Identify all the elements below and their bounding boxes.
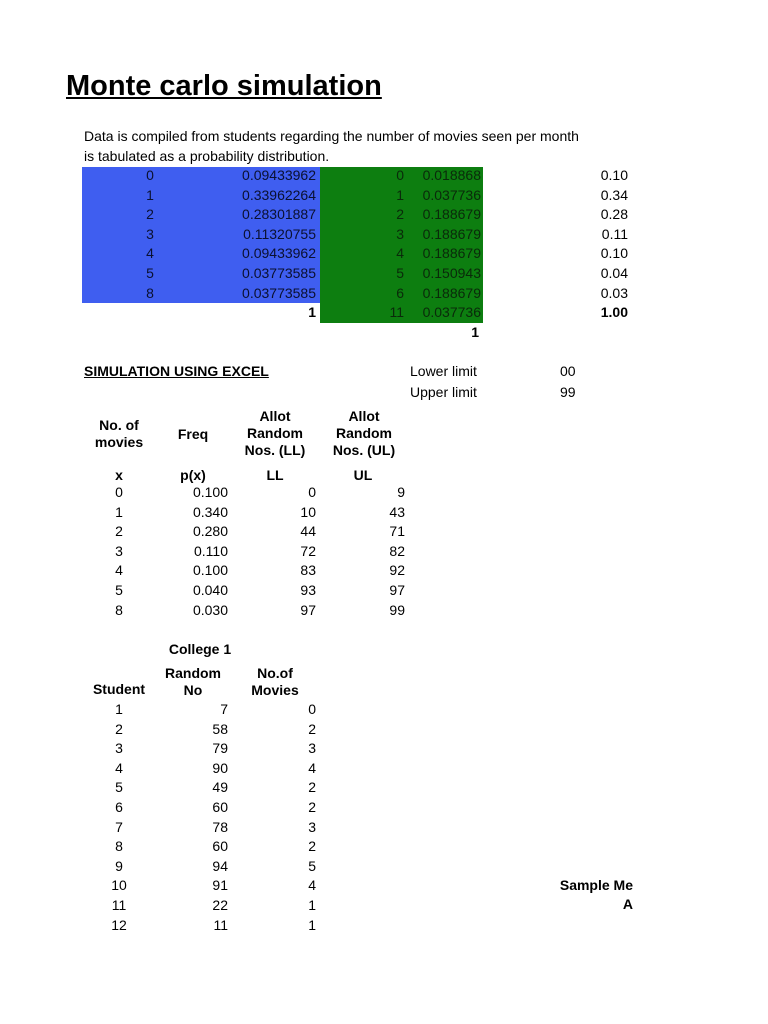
college-random-cell: 22 [212,897,228,913]
sim-ul-cell: 43 [389,503,405,520]
sim-ll-cell: 72 [300,542,316,559]
header-freq: Freq [177,426,209,442]
dist-p-cell: 0.09433962 [242,167,316,183]
dist-total-p: 1 [308,304,316,320]
intro-line-2: is tabulated as a probability distribution. [84,148,330,164]
lower-limit-value: 00 [560,363,576,379]
subheader-ul: UL [353,467,373,483]
sim-ll-cell: 0 [308,484,316,500]
dist-x-cell: 1 [146,186,154,203]
college-student-cell: 4 [115,759,123,776]
college-movies-cell: 2 [308,799,316,815]
sim-px-cell: 0.100 [192,484,228,500]
dist-total-round: 1.00 [600,304,628,320]
college-student-cell: 3 [115,740,123,757]
intro-line-1: Data is compiled from students regarding the number of movies seen per month [84,128,579,144]
dist-round-cell: 0.34 [600,186,628,203]
dist-x-cell: 5 [146,265,154,281]
college-random-cell: 60 [212,838,228,855]
college-student-cell: 12 [111,916,127,933]
college-random-cell: 11 [213,916,228,933]
dist-gx-cell: 1 [396,186,404,203]
college-student-cell: 10 [111,877,127,894]
section-title: SIMULATION USING EXCEL [84,363,269,379]
dist-gp-cell: 0.150943 [422,265,481,281]
college-random-cell: 90 [212,759,228,776]
college-movies-cell: 2 [308,720,316,737]
college-movies-cell: 3 [308,818,316,835]
college-title: College 1 [168,641,232,657]
dist-gx-cell: 5 [396,265,404,281]
header-allot-ul: Allot Random Nos. (UL) [332,408,396,458]
upper-limit-value: 99 [560,384,576,400]
college-random-cell: 91 [212,877,228,894]
dist-gp-cell: 0.188679 [422,225,481,242]
college-random-cell: 58 [212,720,228,737]
college-movies-cell: 4 [308,759,316,776]
sample-a-label: A [622,896,633,912]
dist-gx-cell: 0 [396,167,404,183]
dist-x-cell: 4 [146,245,154,262]
dist-p-cell: 0.11320755 [243,225,316,242]
sim-ul-cell: 97 [389,582,405,598]
sim-ll-cell: 44 [300,523,316,540]
dist-extra-x: 11 [389,304,404,320]
college-student-cell: 8 [115,838,123,855]
sim-px-cell: 0.040 [192,582,228,598]
dist-gx-cell: 2 [396,206,404,223]
sim-px-cell: 0.340 [192,503,228,520]
dist-x-cell: 2 [146,206,154,223]
subheader-px: p(x) [180,467,206,483]
college-random-cell: 79 [212,740,228,757]
sim-ll-cell: 83 [300,562,316,579]
sim-x-cell: 5 [115,582,123,598]
dist-extra-p: 0.037736 [422,304,481,320]
dist-x-cell: 0 [146,167,154,183]
dist-p-cell: 0.28301887 [242,206,316,223]
college-movies-cell: 3 [308,740,316,757]
college-movies-cell: 1 [308,916,316,933]
sim-px-cell: 0.280 [192,523,228,540]
college-movies-cell: 5 [308,857,316,874]
sim-ll-cell: 97 [300,601,316,618]
dist-p-cell: 0.03773585 [242,265,316,281]
dist-gp-cell: 0.188679 [422,284,481,301]
dist-p-cell: 0.03773585 [242,284,316,301]
sim-ul-cell: 92 [389,562,405,579]
sim-x-cell: 1 [115,503,123,520]
dist-round-cell: 0.28 [600,206,628,223]
college-random-cell: 94 [212,857,228,874]
sim-ll-cell: 93 [300,582,316,598]
sim-ll-cell: 10 [300,503,316,520]
header-no-of-movies-college: No.of Movies [251,665,299,698]
college-student-cell: 2 [115,720,123,737]
college-movies-cell: 2 [308,779,316,796]
dist-round-cell: 0.10 [600,167,628,183]
dist-round-cell: 0.03 [600,284,628,301]
header-random-no: Random No [165,665,221,698]
college-random-cell: 78 [212,818,228,835]
subheader-x: x [115,467,123,483]
sim-ul-cell: 82 [389,542,405,559]
dist-gx-cell: 6 [396,284,404,301]
college-random-cell: 7 [220,701,228,717]
page-title: Monte carlo simulation [66,70,382,102]
dist-gx-cell: 3 [396,225,404,242]
dist-gp-cell: 0.188679 [422,245,481,262]
sim-x-cell: 2 [115,523,123,540]
sim-ul-cell: 71 [389,523,405,540]
college-student-cell: 5 [115,779,123,796]
college-movies-cell: 0 [308,701,316,717]
dist-p-cell: 0.09433962 [242,245,316,262]
dist-x-cell: 8 [146,284,154,301]
college-movies-cell: 4 [308,877,316,894]
sim-ul-cell: 99 [389,601,405,618]
college-student-cell: 9 [115,857,123,874]
college-movies-cell: 2 [308,838,316,855]
sim-ul-cell: 9 [397,484,405,500]
sim-x-cell: 0 [115,484,123,500]
dist-round-cell: 0.10 [600,245,628,262]
header-student: Student [92,681,146,697]
dist-total-green: 1 [471,324,479,340]
dist-gp-cell: 0.037736 [422,186,481,203]
college-student-cell: 1 [115,701,123,717]
lower-limit-label: Lower limit [410,363,477,379]
sim-px-cell: 0.100 [192,562,228,579]
sim-px-cell: 0.110 [194,542,228,559]
sim-x-cell: 4 [115,562,123,579]
college-random-cell: 49 [212,779,228,796]
dist-gx-cell: 4 [396,245,404,262]
college-student-cell: 11 [111,897,127,913]
dist-x-cell: 3 [146,225,154,242]
dist-gp-cell: 0.018868 [422,167,481,183]
college-random-cell: 60 [212,799,228,815]
dist-round-cell: 0.04 [600,265,628,281]
sim-x-cell: 3 [115,542,123,559]
sim-px-cell: 0.030 [192,601,228,618]
sample-mean-label: Sample Me [559,877,633,893]
upper-limit-label: Upper limit [410,384,477,400]
header-no-of-movies: No. of movies [94,417,144,450]
dist-p-cell: 0.33962264 [242,186,316,203]
dist-gp-cell: 0.188679 [422,206,481,223]
college-movies-cell: 1 [308,897,316,913]
header-allot-ll: Allot Random Nos. (LL) [244,408,306,458]
subheader-ll: LL [266,467,284,483]
college-student-cell: 7 [115,818,123,835]
college-student-cell: 6 [115,799,123,815]
sim-x-cell: 8 [115,601,123,618]
dist-round-cell: 0.11 [601,225,628,242]
